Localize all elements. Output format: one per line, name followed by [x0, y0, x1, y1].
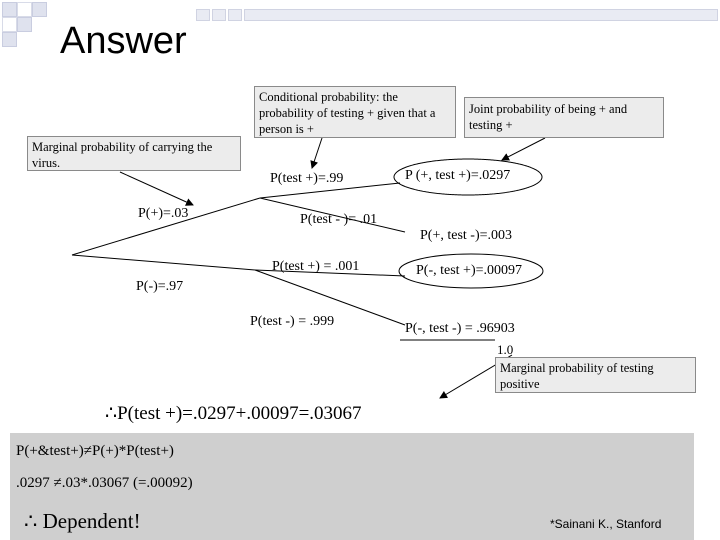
inequality-line: P(+&test+)≠P(+)*P(test+) [16, 443, 174, 459]
callout-marginal-testing: Marginal probability of testing positive [495, 357, 696, 393]
branch-line [72, 255, 255, 270]
slide-title: Answer [60, 20, 187, 62]
calculation-line: .0297 ≠.03*.03067 (=.00092) [16, 475, 193, 491]
arrow-line [312, 138, 322, 168]
conclusion-panel [10, 433, 694, 540]
label-joint-neg-testpos: P(-, test +)=.00097 [416, 263, 523, 278]
label-joint-neg-testneg: P(-, test -) = .96903 [405, 321, 515, 336]
label-test-neg-given-neg: P(test -) = .999 [250, 314, 335, 329]
label-total: 1.0 [497, 342, 514, 357]
callout-conditional: Conditional probability: the probability of testing + given that a person is + [254, 86, 456, 138]
conclusion-line: ∴ Dependent! [24, 509, 141, 533]
label-test-pos-given-neg: P(test +) = .001 [272, 259, 360, 274]
equation: ∴P(test +)=.0297+.00097=.03067 [105, 403, 362, 424]
credit-line: *Sainani K., Stanford [550, 517, 662, 531]
label-test-pos-given-pos: P(test +)=.99 [270, 171, 344, 186]
arrow-line [120, 172, 193, 205]
label-joint-pos-testneg: P(+, test -)=.003 [420, 228, 513, 243]
label-p-positive: P(+)=.03 [138, 206, 189, 221]
label-p-negative: P(-)=.97 [136, 279, 184, 294]
label-joint-pos-testpos: P (+, test +)=.0297 [405, 168, 511, 183]
label-test-neg-given-pos: P(test - )= .01 [300, 212, 378, 227]
callout-marginal-virus: Marginal probability of carrying the virus. [27, 136, 241, 171]
arrow-line [502, 138, 545, 160]
callout-joint: Joint probability of being + and testing + [464, 97, 664, 138]
